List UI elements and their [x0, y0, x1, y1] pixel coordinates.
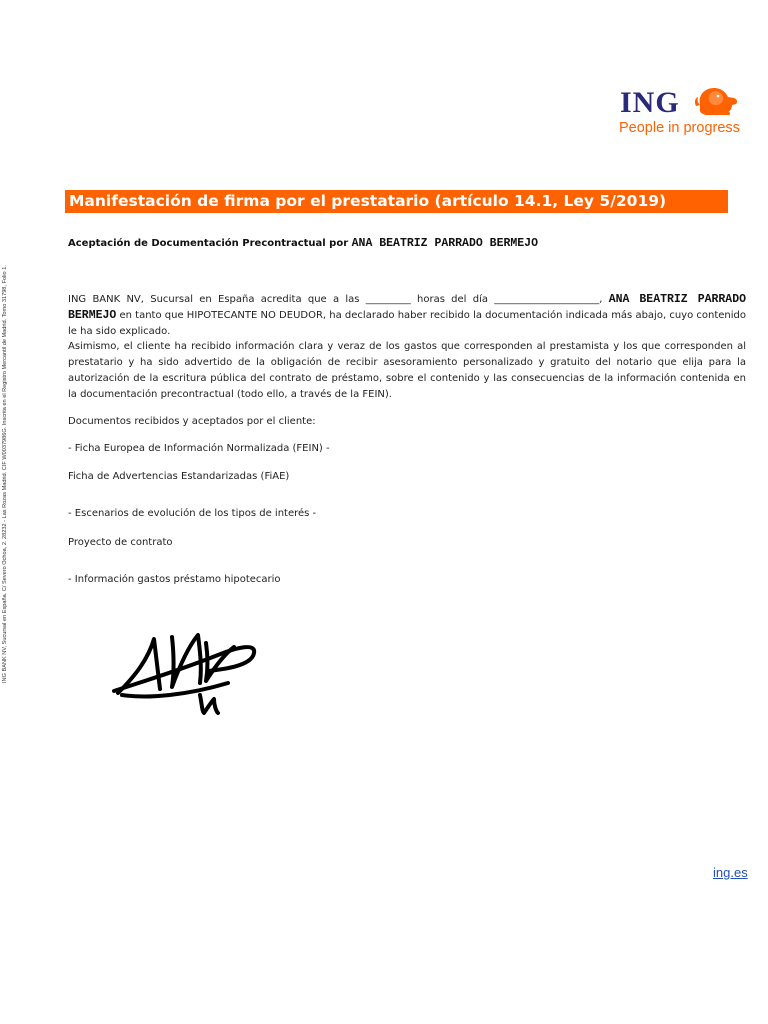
lion-icon: [694, 84, 740, 118]
document-title: Manifestación de firma por el prestatario (artículo 14.1, Ley 5/2019): [65, 190, 728, 213]
para1-part2: en tanto que HIPOTECANTE NO DEUDOR, ha declarado haber recibido la documentación indicada más abajo, cuyo contenido le ha sido explicado.: [68, 310, 746, 337]
client-name: ANA BEATRIZ PARRADO BERMEJO: [351, 237, 538, 250]
doc-item: - Ficha Europea de Información Normalizada (FEIN) -: [68, 443, 330, 454]
doc-item: - Información gastos préstamo hipotecario: [68, 574, 281, 585]
paragraph-expenses: Asimismo, el cliente ha recibido información clara y veraz de los gastos que corresponden al prestamista y los que corresponden al prestatario y ha sido advertido de la obligación de recibir asesoramiento personalizado y gratuito del notario que elija para la autorización de la escritura pública del contrato de préstamo, sobre el contenido y las consecuencias de la información contenida en la documentación precontractual (todo ello, a través de la FEIN).: [68, 341, 746, 400]
logo-text: ING: [620, 86, 680, 119]
doc-item: Proyecto de contrato: [68, 537, 173, 548]
side-legal-text: ING BANK NV, Sucursal en España. C/ Severo Ochoa, 2. 28232 - Las Rozas Madrid. CIF W0037986G. Inscrita en el Registro Mercantil de Madrid. Tomo 31798, Folio 1.: [2, 265, 8, 683]
tagline: People in progress: [619, 120, 740, 136]
para1-part1: ING BANK NV, Sucursal en España acredita que a las _________ horas del día _____________________,: [68, 294, 603, 305]
paragraph-acknowledgement: [68, 292, 746, 340]
ing-website-link[interactable]: ing.es: [713, 865, 748, 880]
signature: [108, 625, 264, 721]
para1-client-name: ANA BEATRIZ PARRADO BERMEJO: [68, 293, 747, 322]
subtitle: [68, 237, 538, 250]
subtitle-label: Aceptación de Documentación Precontractual por: [68, 238, 349, 249]
doc-item: - Escenarios de evolución de los tipos de interés -: [68, 508, 317, 519]
docs-heading: Documentos recibidos y aceptados por el cliente:: [68, 416, 316, 427]
doc-item: Ficha de Advertencias Estandarizadas (FiAE): [68, 471, 290, 482]
